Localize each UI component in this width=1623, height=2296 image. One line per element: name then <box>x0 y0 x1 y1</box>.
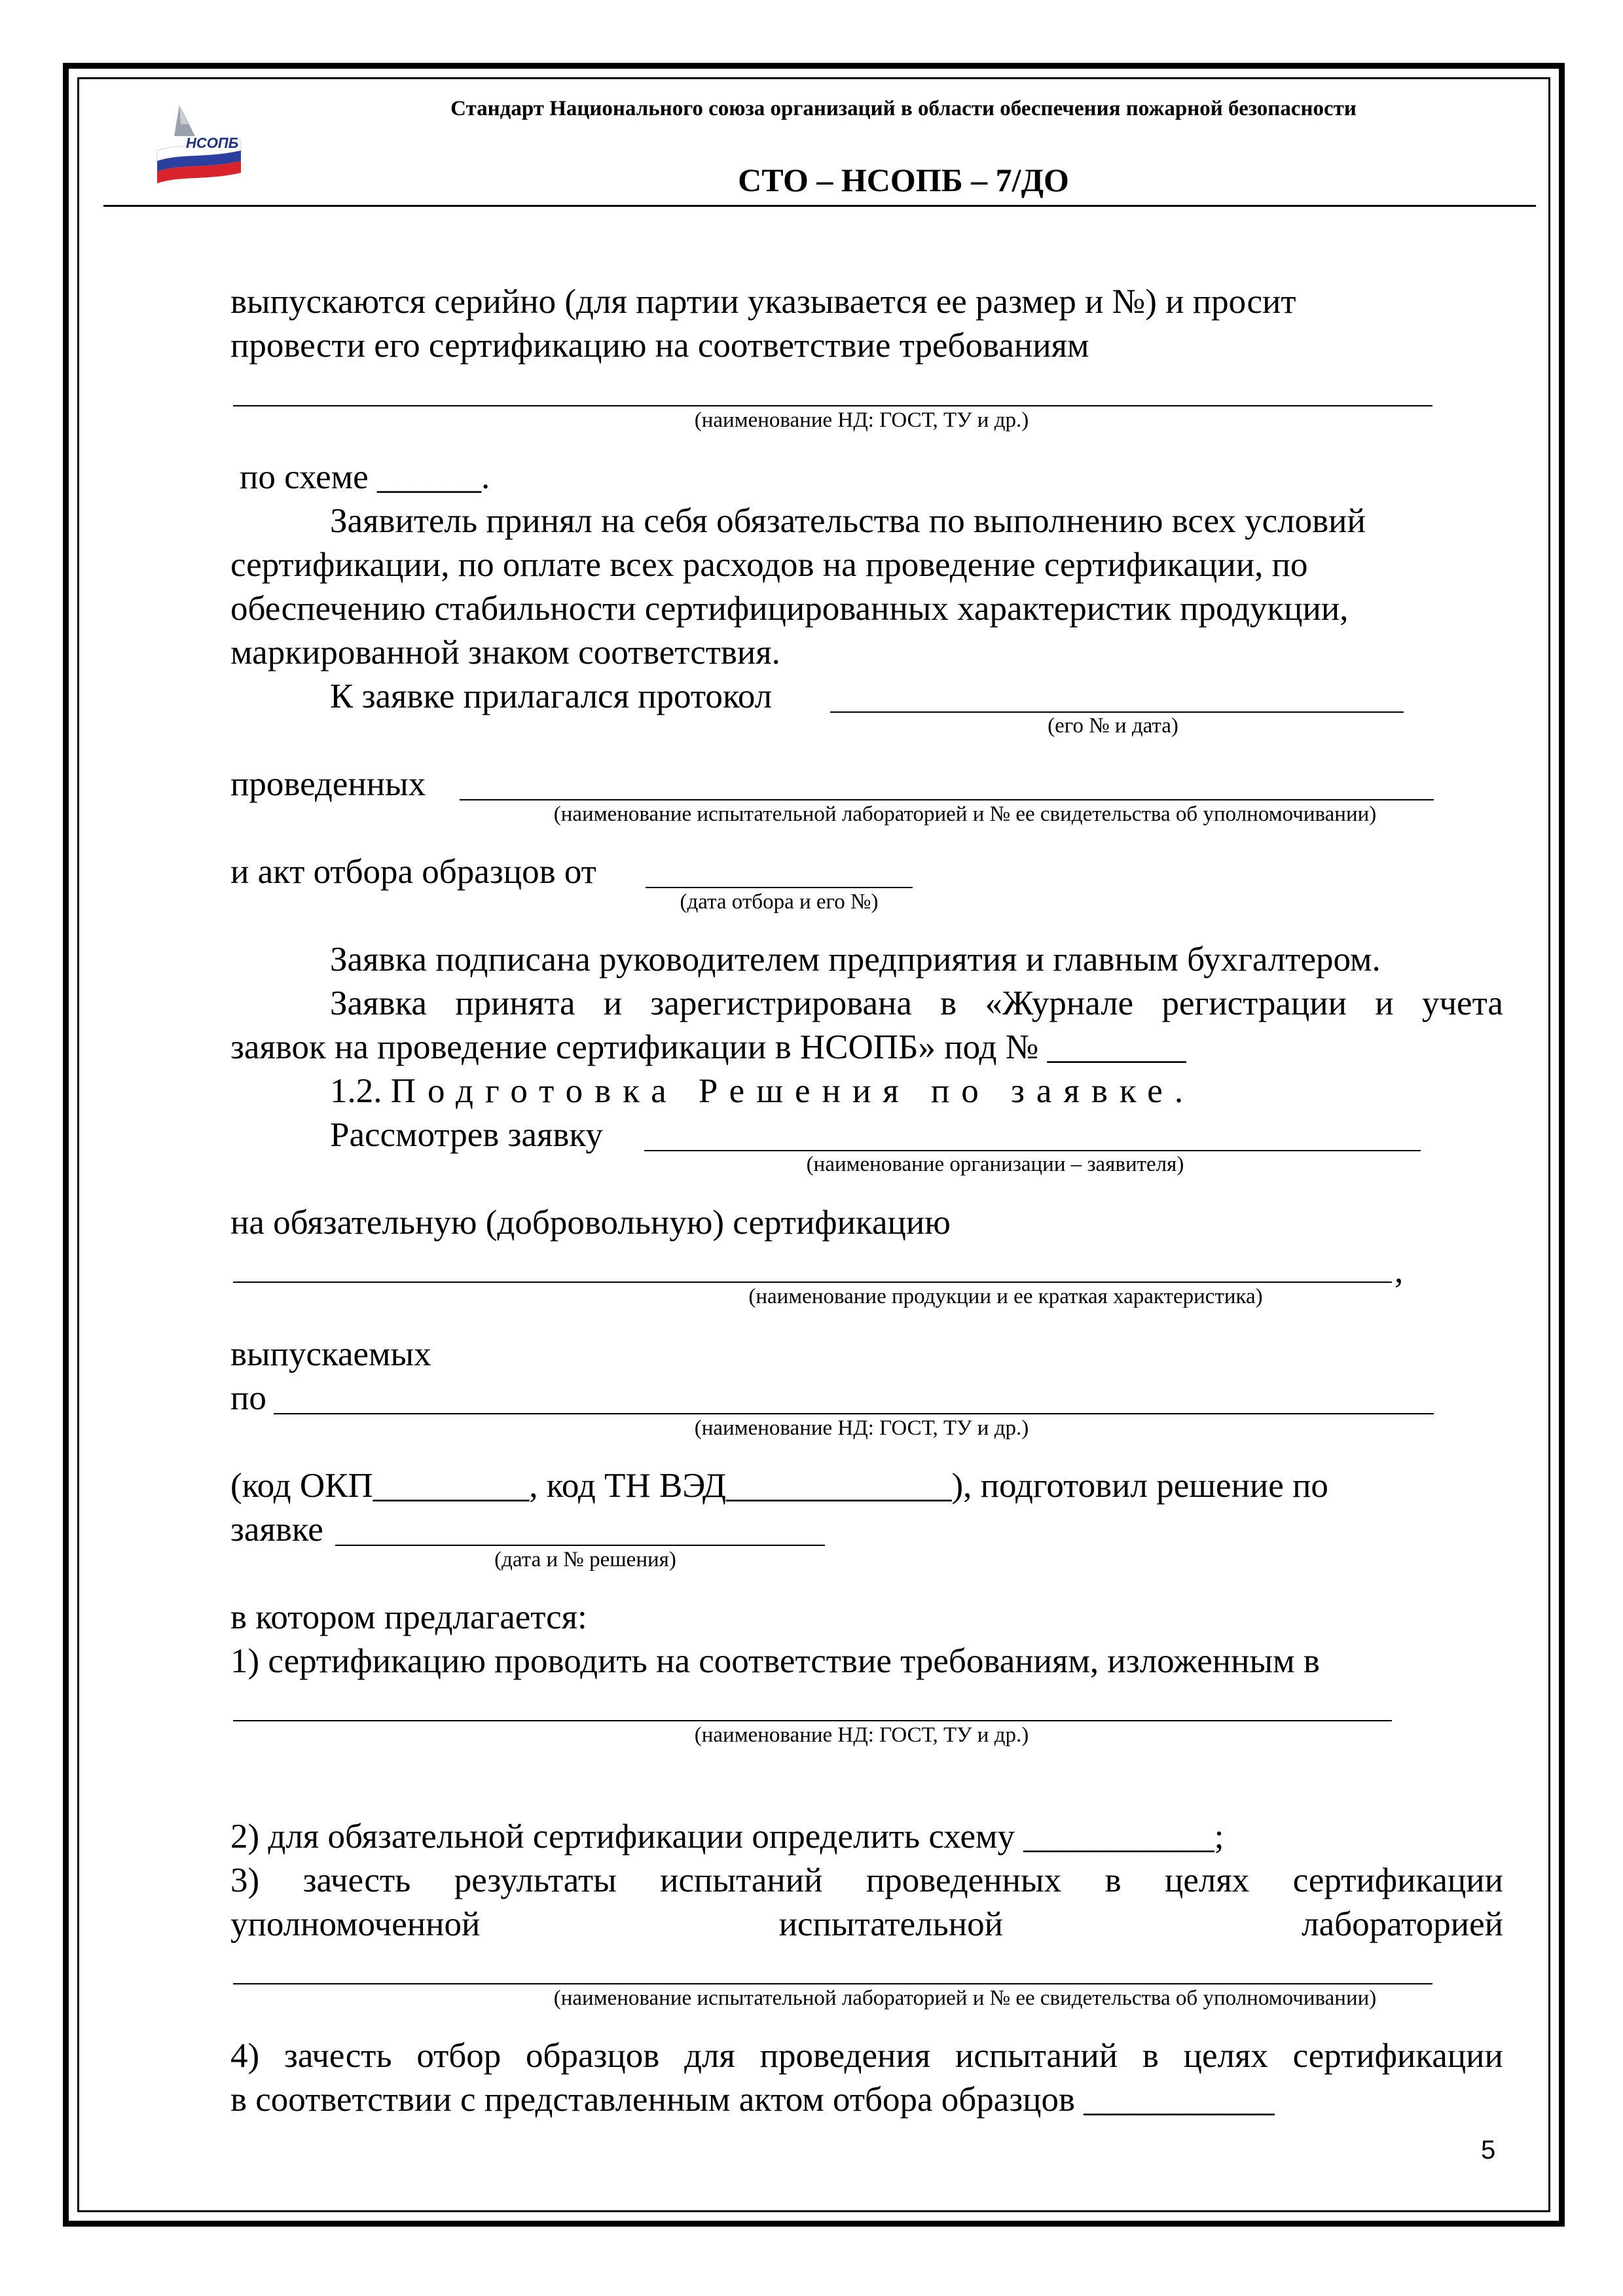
text-line: выпускаемых <box>230 1335 431 1373</box>
standard-title: Стандарт Национального союза организаций в области обеспечения пожарной безопасности <box>450 97 1357 120</box>
word: в <box>1104 1861 1122 1899</box>
field-caption: (наименование испытательной лабораторией и № ее свидетельства об уполномочивании) <box>553 802 1377 826</box>
text-line: и акт отбора образцов от <box>230 853 596 891</box>
section-title: Подготовка Решения по заявке. <box>390 1072 1195 1110</box>
word: проведенных <box>866 1861 1062 1899</box>
text-line: провести его сертификацию на соответствие требованиям <box>230 327 1089 365</box>
word: лабораторией <box>1302 1905 1503 1943</box>
word: результаты <box>454 1861 617 1899</box>
blank-line <box>274 1413 1434 1414</box>
word: зачесть <box>283 2037 392 2075</box>
field-caption: (его № и дата) <box>1048 714 1178 738</box>
text-line: Заявка подписана руководителем предприятия и главным бухгалтером. <box>330 941 1381 978</box>
text-line: К заявке прилагался протокол <box>330 677 773 715</box>
blank-line <box>233 1282 1392 1283</box>
blank-line <box>646 887 913 888</box>
word: испытаний <box>660 1861 823 1899</box>
text-line: (код ОКП_________, код ТН ВЭД_____________), подготовил решение по <box>230 1467 1328 1505</box>
nsopb-logo <box>155 105 246 196</box>
page-number: 5 <box>1481 2136 1496 2164</box>
field-caption: (дата отбора и его №) <box>680 890 879 914</box>
blank-line <box>233 1983 1432 1984</box>
blank-line <box>830 711 1404 713</box>
field-caption: (наименование НД: ГОСТ, ТУ и др.) <box>694 1723 1029 1747</box>
blank-line <box>644 1150 1421 1151</box>
word: отбор <box>416 2037 501 2075</box>
text-line: в соответствии с представленным актом отбора образцов ___________ <box>230 2081 1275 2119</box>
word: проведения <box>759 2037 931 2075</box>
word: целях <box>1165 1861 1250 1899</box>
blank-line <box>460 799 1434 800</box>
document-code: СТО – НСОПБ – 7/ДО <box>738 162 1069 198</box>
blank-line <box>335 1545 825 1546</box>
logo-text: НСОПБ <box>186 135 239 151</box>
word: испытательной <box>778 1905 1003 1943</box>
word: уполномоченной <box>230 1905 481 1943</box>
word: зарегистрирована <box>650 984 912 1022</box>
text-line: проведенных <box>230 765 426 803</box>
blank-line <box>233 1720 1392 1721</box>
field-caption: (наименование НД: ГОСТ, ТУ и др.) <box>694 1416 1029 1440</box>
text-line: сертификации, по оплате всех расходов на проведение сертификации, по <box>230 546 1308 584</box>
word: испытаний <box>955 2037 1118 2075</box>
text-line: 2) для обязательной сертификации определить схему ___________; <box>230 1818 1224 1856</box>
text-line: маркированной знаком соответствия. <box>230 634 780 672</box>
word: учета <box>1421 984 1503 1022</box>
section-number: 1.2. <box>330 1072 382 1110</box>
justified-line <box>230 2039 1503 2073</box>
text-line: Заявитель принял на себя обязательства по выполнению всех условий <box>330 502 1366 540</box>
text-line: заявок на проведение сертификации в НСОПБ» под № ________ <box>230 1028 1186 1066</box>
field-caption: (наименование испытательной лабораторией и № ее свидетельства об уполномочивании) <box>553 1986 1377 2010</box>
word: принята <box>455 984 575 1022</box>
word: 4) <box>230 2037 260 2075</box>
text-line: обеспечению стабильности сертифицированных характеристик продукции, <box>230 590 1349 628</box>
field-caption: (дата и № решения) <box>494 1548 676 1571</box>
justified-line <box>230 1863 1503 1898</box>
text-line: заявке <box>230 1511 323 1549</box>
word: и <box>1375 984 1394 1022</box>
field-caption: (наименование организации – заявителя) <box>806 1153 1184 1176</box>
blank-line <box>233 405 1432 406</box>
word: зачесть <box>302 1861 411 1899</box>
word: 3) <box>230 1861 260 1899</box>
section-heading <box>330 1074 1195 1109</box>
text-line: по <box>230 1379 266 1417</box>
field-caption: (наименование НД: ГОСТ, ТУ и др.) <box>694 408 1029 432</box>
word: сертификации <box>1292 1861 1503 1899</box>
text-line: на обязательную (добровольную) сертификацию <box>230 1204 951 1242</box>
text-line: , <box>1395 1252 1404 1290</box>
text-line: по схеме ______. <box>240 458 490 496</box>
word: регистрации <box>1161 984 1347 1022</box>
justified-line <box>330 986 1503 1021</box>
word: и <box>603 984 623 1022</box>
text-line: Рассмотрев заявку <box>330 1116 603 1154</box>
justified-line <box>230 1907 1503 1942</box>
word: сертификации <box>1292 2037 1503 2075</box>
word: «Журнале <box>985 984 1134 1022</box>
word: Заявка <box>330 984 427 1022</box>
text-line: выпускаются серийно (для партии указывается ее размер и №) и просит <box>230 283 1296 321</box>
word: для <box>684 2037 735 2075</box>
field-caption: (наименование продукции и ее краткая характеристика) <box>748 1285 1263 1308</box>
word: в <box>1142 2037 1159 2075</box>
word: в <box>940 984 957 1022</box>
text-line: в котором предлагается: <box>230 1598 587 1636</box>
header-rule <box>103 205 1536 207</box>
word: целях <box>1183 2037 1268 2075</box>
word: образцов <box>526 2037 660 2075</box>
text-line: 1) сертификацию проводить на соответствие требованиям, изложенным в <box>230 1642 1320 1680</box>
